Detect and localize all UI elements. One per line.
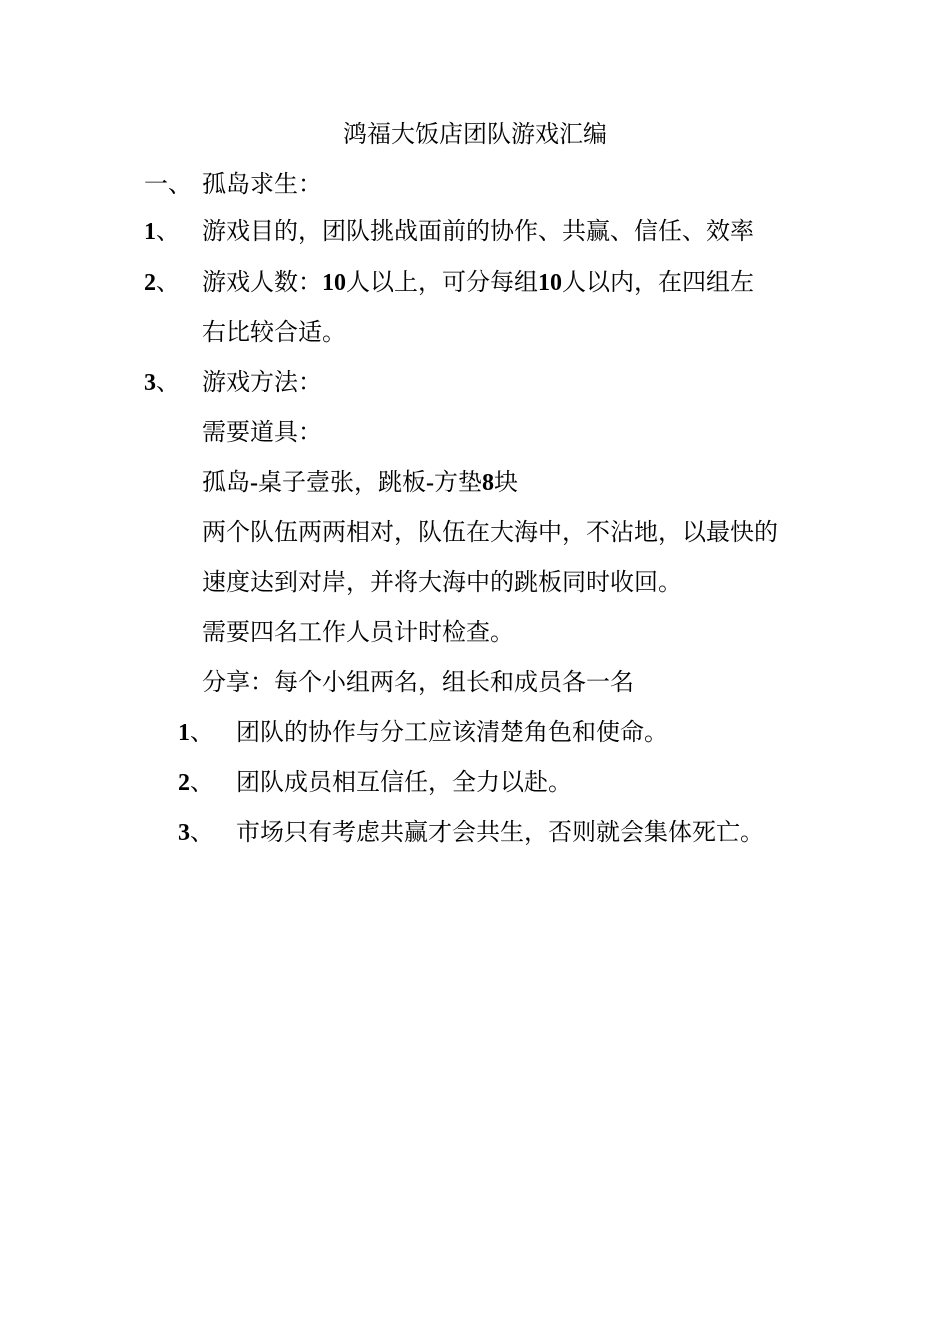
share-point-text: 团队的协作与分工应该清楚角色和使命。: [236, 718, 668, 746]
share-point-text: 团队成员相互信任，全力以赴。: [236, 768, 572, 796]
item-number: 2、: [144, 268, 180, 296]
share-point-text: 市场只有考虑共赢才会共生，否则就会集体死亡。: [236, 818, 764, 846]
item-text: 游戏方法：: [202, 368, 322, 396]
share-point-number: 2、: [178, 768, 214, 796]
item-number: 1、: [144, 217, 180, 245]
section-heading: 孤岛求生：: [202, 170, 322, 198]
share-point-number: 3、: [178, 818, 214, 846]
document-title: 鸿福大饭店团队游戏汇编: [343, 120, 607, 148]
staff-requirement: 需要四名工作人员计时检查。: [202, 618, 514, 646]
item-text: 游戏目的，团队挑战面前的协作、共赢、信任、效率: [202, 217, 754, 245]
item-text-continuation: 右比较合适。: [202, 318, 346, 346]
item-text: 游戏人数：10人以上，可分每组10人以内，在四组左: [202, 268, 754, 296]
method-description: 两个队伍两两相对，队伍在大海中，不沾地，以最快的: [202, 518, 778, 546]
props-label: 需要道具：: [202, 418, 322, 446]
props-list: 孤岛-桌子壹张，跳板-方垫8块: [202, 468, 518, 496]
share-point-number: 1、: [178, 718, 214, 746]
section-marker: 一、: [144, 170, 192, 198]
method-description-continuation: 速度达到对岸，并将大海中的跳板同时收回。: [202, 568, 682, 596]
item-number: 3、: [144, 368, 180, 396]
share-intro: 分享：每个小组两名，组长和成员各一名: [202, 668, 634, 696]
